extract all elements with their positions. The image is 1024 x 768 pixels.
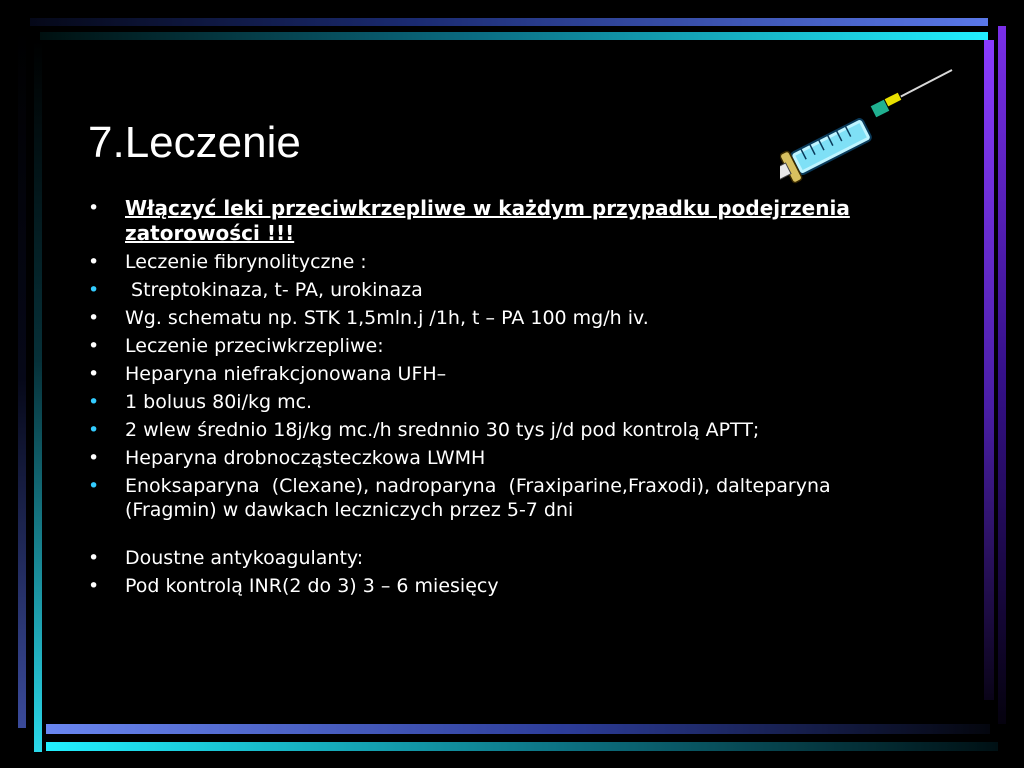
bullet-item-text: Enoksaparyna (Clexane), nadroparyna (Fraxiparine,Fraxodi), dalteparyna (Fragmin) w dawkach leczniczych przez 5-7 dni bbox=[125, 475, 837, 521]
frame-bar-top-outer bbox=[30, 18, 988, 26]
bullet-item-text: Heparyna niefrakcjonowana UFH– bbox=[125, 363, 447, 385]
bullet-item: • 2 wlew średnio 18j/kg mc./h srednnio 30 tys j/d pod kontrolą APTT; bbox=[88, 419, 760, 441]
frame-bar-top-inner bbox=[40, 32, 988, 40]
bullet-item-text: 1 boluus 80i/kg mc. bbox=[125, 391, 313, 413]
bullet-item-text: Doustne antykoagulanty: bbox=[125, 547, 364, 569]
bullet-item: • Streptokinaza, t- PA, urokinaza bbox=[88, 279, 423, 301]
bullet-item-text: Streptokinaza, t- PA, urokinaza bbox=[125, 279, 423, 301]
syringe-icon bbox=[780, 62, 960, 192]
bullet-item-text: Leczenie przeciwkrzepliwe: bbox=[125, 335, 384, 357]
bullet-item-text: Pod kontrolą INR(2 do 3) 3 – 6 miesięcy bbox=[125, 575, 499, 597]
frame-bar-right-outer bbox=[998, 26, 1006, 724]
frame-bar-left-outer bbox=[18, 28, 26, 728]
bullet-item: • Leczenie fibrynolityczne : bbox=[88, 251, 367, 273]
bullet-item: • Włączyć leki przeciwkrzepliwe w każdym przypadku podejrzenia zatorowości !!! bbox=[88, 196, 850, 245]
bullet-item: • Enoksaparyna (Clexane), nadroparyna (Fraxiparine,Fraxodi), dalteparyna (Fragmin) w dawkach leczniczych przez 5-7 dni bbox=[88, 475, 837, 521]
bullet-list bbox=[88, 196, 888, 602]
bullet-item-text: Leczenie fibrynolityczne : bbox=[125, 251, 367, 273]
frame-bar-bottom-lower bbox=[46, 742, 998, 751]
bullet-item-text: Włączyć leki przeciwkrzepliwe w każdym przypadku podejrzenia zatorowości !!! bbox=[125, 196, 850, 245]
bullet-item: • Heparyna drobnocząsteczkowa LWMH bbox=[88, 447, 486, 469]
frame-bar-bottom-upper bbox=[46, 724, 990, 734]
bullet-item-text: 2 wlew średnio 18j/kg mc./h srednnio 30 tys j/d pod kontrolą APTT bbox=[125, 419, 753, 441]
bullet-item: • Wg. schematu np. STK 1,5mln.j /1h, t – PA 100 mg/h iv. bbox=[88, 307, 649, 329]
bullet-item: • Leczenie przeciwkrzepliwe: bbox=[88, 335, 384, 357]
slide-title: 7.Leczenie bbox=[88, 118, 301, 167]
bullet-item-text: Heparyna drobnocząsteczkowa LWMH bbox=[125, 447, 486, 469]
bullet-item: • Doustne antykoagulanty: bbox=[88, 547, 364, 569]
bullet-item: • Heparyna niefrakcjonowana UFH– bbox=[88, 363, 447, 385]
frame-bar-right-inner bbox=[984, 40, 994, 700]
frame-bar-left-inner bbox=[34, 40, 42, 752]
bullet-item-suffix: ; bbox=[752, 419, 760, 441]
bullet-item: • Pod kontrolą INR(2 do 3) 3 – 6 miesięcy bbox=[88, 575, 499, 597]
bullet-item-text: Wg. schematu np. STK 1,5mln.j /1h, t – PA 100 mg/h iv. bbox=[125, 307, 649, 329]
bullet-item: • 1 boluus 80i/kg mc. bbox=[88, 391, 313, 413]
